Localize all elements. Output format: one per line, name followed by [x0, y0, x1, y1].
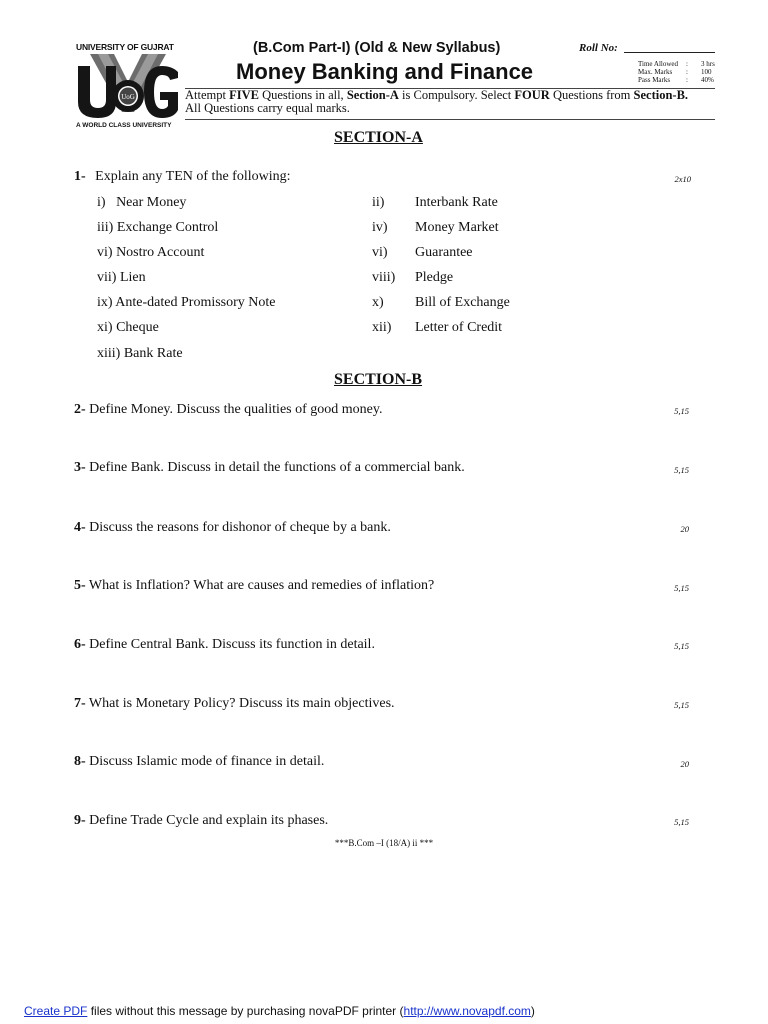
question-number: 3-: [74, 460, 86, 475]
question-text: Discuss the reasons for dishonor of cheque by a bank.: [85, 520, 391, 535]
instr-text: Attempt: [185, 88, 230, 102]
question-marks: 5,15: [674, 641, 689, 651]
instr-bold: FOUR: [514, 88, 550, 102]
question-text: Define Bank. Discuss in detail the functions of a commercial bank.: [85, 460, 465, 475]
question-number: 8-: [74, 754, 86, 769]
question-1: [74, 169, 291, 185]
question-9: [74, 813, 328, 829]
question-text: Discuss Islamic mode of finance in detail.: [85, 754, 325, 769]
create-pdf-link[interactable]: Create PDF: [24, 1004, 88, 1018]
university-tagline: A WORLD CLASS UNIVERSITY: [76, 122, 172, 129]
exam-meta: [638, 60, 718, 86]
instr-bold: Section-B.: [633, 88, 689, 102]
question-text: Explain any TEN of the following:: [95, 169, 291, 184]
option-text: Exchange Control: [116, 220, 219, 235]
option-item: [372, 295, 384, 311]
instr-bold: FIVE: [229, 88, 259, 102]
university-name: UNIVERSITY OF GUJRAT: [76, 42, 174, 52]
option-number: i): [97, 195, 106, 210]
question-4: [74, 520, 391, 536]
option-number: xi): [97, 320, 113, 335]
option-item: [372, 270, 395, 286]
option-item: [372, 320, 391, 336]
option-text: Cheque: [116, 320, 159, 335]
question-number: 2-: [74, 402, 86, 417]
option-item: [97, 346, 183, 362]
instr-bold: Section-A: [346, 88, 399, 102]
meta-label: Time Allowed: [638, 60, 678, 68]
option-text: Pledge: [415, 270, 454, 285]
option-item: [415, 220, 499, 236]
instructions: [185, 89, 725, 115]
question-5: [74, 578, 434, 594]
option-number: viii): [372, 270, 396, 285]
option-number: vi): [97, 245, 113, 260]
section-a-heading: SECTION-A: [334, 129, 423, 146]
question-number: 9-: [74, 813, 86, 828]
meta-label: Max. Marks: [638, 68, 673, 76]
option-number: ix): [97, 295, 113, 310]
option-text: Bill of Exchange: [415, 295, 510, 310]
question-marks: 20: [680, 759, 689, 769]
meta-value: 40%: [701, 76, 714, 84]
option-text: Ante-dated Promissory Note: [115, 295, 276, 310]
option-item: [372, 220, 388, 236]
option-item: [97, 245, 204, 261]
meta-colon: :: [686, 76, 688, 84]
question-3: [74, 460, 465, 476]
question-marks: 5,15: [674, 700, 689, 710]
exam-subtitle: (B.Com Part-I) (Old & New Syllabus): [253, 40, 501, 56]
roll-no-field-line: [624, 52, 715, 53]
meta-row-pass-marks: [638, 76, 718, 84]
question-number: 4-: [74, 520, 86, 535]
option-item: [372, 195, 384, 211]
question-text: What is Monetary Policy? Discuss its main objectives.: [85, 696, 395, 711]
meta-value: 3 hrs: [701, 60, 715, 68]
option-text: Near Money: [116, 195, 187, 210]
option-number: xii): [372, 320, 392, 335]
paper-code: ***B.Com –I (18/A) ii ***: [334, 838, 434, 848]
novapdf-url-link[interactable]: http://www.novapdf.com: [403, 1004, 531, 1018]
university-logo: [76, 42, 180, 130]
roll-no-label: Roll No:: [579, 42, 618, 54]
option-item: [415, 245, 473, 261]
page-title: Money Banking and Finance: [236, 59, 534, 84]
option-number: ii): [372, 195, 385, 210]
section-b-heading: SECTION-B: [334, 371, 423, 388]
watermark-text: files without this message by purchasing novaPDF printer (: [87, 1004, 404, 1018]
question-number: 6-: [74, 637, 86, 652]
question-marks: 5,15: [674, 583, 689, 593]
question-text: What is Inflation? What are causes and remedies of inflation?: [85, 578, 435, 593]
question-number: 7-: [74, 696, 86, 711]
meta-value: 100: [701, 68, 712, 76]
option-item: [415, 270, 453, 286]
option-item: [97, 295, 276, 311]
question-8: [74, 754, 324, 770]
question-text: Define Central Bank. Discuss its function in detail.: [85, 637, 375, 652]
question-marks: 5,15: [674, 465, 689, 475]
question-text: Define Money. Discuss the qualities of good money.: [85, 402, 383, 417]
instructions-line-2: All Questions carry equal marks.: [185, 101, 350, 115]
option-number: iii): [97, 220, 114, 235]
question-marks: 2x10: [674, 174, 691, 184]
novapdf-watermark: [24, 1004, 535, 1018]
question-2: [74, 402, 382, 418]
option-number: iv): [372, 220, 388, 235]
option-number: xiii): [97, 346, 121, 361]
question-number: 1-: [74, 169, 86, 184]
option-number: vi): [372, 245, 388, 260]
option-text: Interbank Rate: [415, 195, 498, 210]
question-marks: 5,15: [674, 817, 689, 827]
question-6: [74, 637, 375, 653]
option-item: [97, 320, 159, 336]
question-marks: 5,15: [674, 406, 689, 416]
option-item: [97, 270, 146, 286]
header-divider-bottom: [185, 119, 715, 120]
question-7: [74, 696, 395, 712]
meta-row-time: [638, 60, 718, 68]
option-item: [415, 320, 502, 336]
instr-text: is Compulsory. Select: [398, 88, 515, 102]
meta-label: Pass Marks: [638, 76, 671, 84]
option-number: vii): [97, 270, 117, 285]
watermark-text-end: ): [530, 1004, 535, 1018]
option-text: Money Market: [415, 220, 499, 235]
option-number: x): [372, 295, 384, 310]
option-item: [97, 220, 218, 236]
option-item: [415, 295, 510, 311]
question-number: 5-: [74, 578, 86, 593]
meta-colon: :: [686, 60, 688, 68]
instr-text: Questions from: [549, 88, 634, 102]
question-text: Define Trade Cycle and explain its phases.: [85, 813, 329, 828]
option-text: Letter of Credit: [415, 320, 503, 335]
question-marks: 20: [680, 524, 689, 534]
uog-logo-icon: [76, 52, 180, 120]
option-text: Nostro Account: [116, 245, 205, 260]
instr-text: Questions in all,: [258, 88, 347, 102]
option-item: [372, 245, 388, 261]
option-item: [415, 195, 498, 211]
option-item: [97, 195, 186, 211]
option-text: Bank Rate: [123, 346, 183, 361]
option-text: Lien: [119, 270, 146, 285]
logo-seal-text: UoG: [121, 93, 135, 101]
meta-row-max-marks: [638, 68, 718, 76]
meta-colon: :: [686, 68, 688, 76]
option-text: Guarantee: [415, 245, 473, 260]
